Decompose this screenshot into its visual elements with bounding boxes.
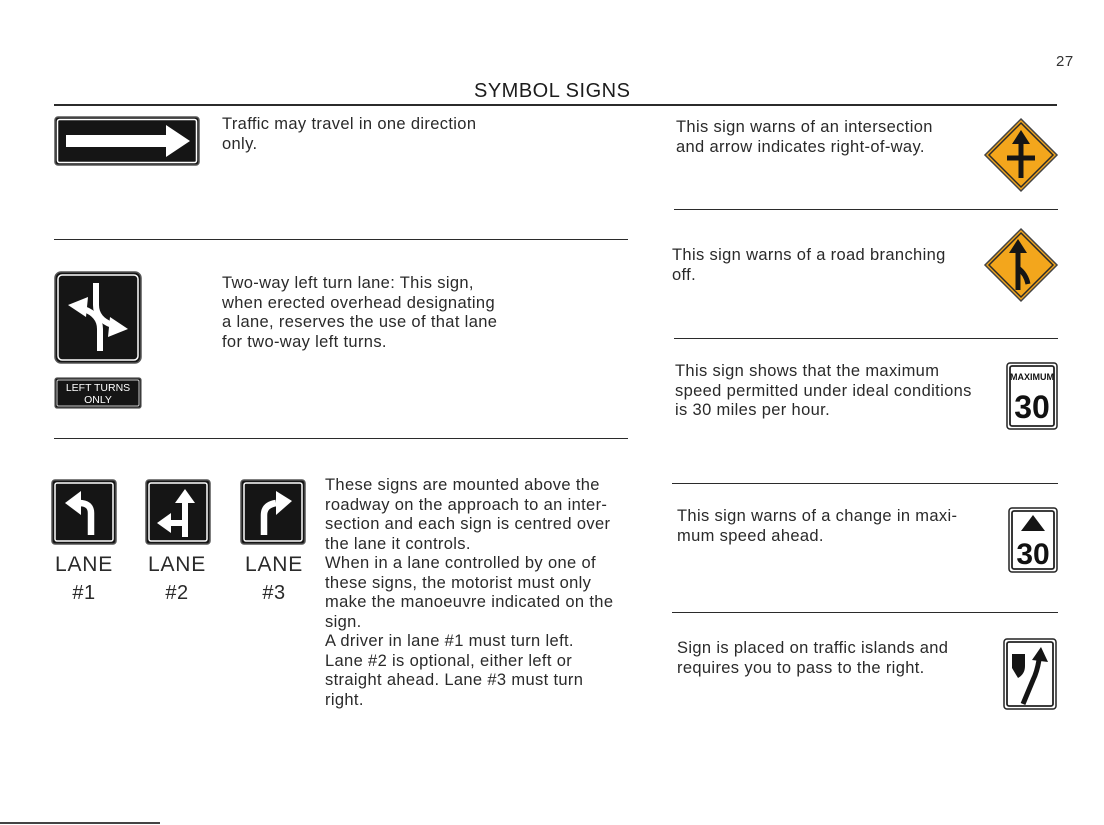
divider-right-3 [672, 483, 1058, 484]
page-edge-mark [0, 822, 160, 824]
left-turn-lane-sign-icon [51, 479, 117, 545]
left-or-straight-lane-sign-icon [145, 479, 211, 545]
divider-right-1 [674, 209, 1058, 210]
max-speed-sign-value: 30 [1014, 389, 1050, 425]
lane-3-label: LANE [244, 553, 304, 576]
speed-change-ahead-sign-icon [1008, 507, 1058, 573]
maximum-speed-sign-icon [1006, 362, 1058, 430]
left-turns-tab-line2: ONLY [84, 394, 112, 406]
keep-right-sign-icon [1003, 638, 1057, 710]
two-way-left-turn-sign-icon [54, 271, 142, 364]
one-way-arrow-sign-icon [54, 116, 200, 166]
one-way-text: Traffic may travel in one direction only. [222, 115, 477, 153]
left-turns-only-tab [54, 377, 142, 409]
max-speed-sign-label: MAXIMUM [1010, 372, 1054, 382]
keep-right-text: Sign is placed on traffic islands and requires you to pass to the right. [677, 639, 949, 677]
intersection-warning-sign-icon [984, 118, 1058, 192]
divider-left-2 [54, 438, 628, 439]
intersection-text: This sign warns of an intersection and arrow indicates right-of-way. [676, 118, 933, 156]
right-turn-lane-sign-icon [240, 479, 306, 545]
branching-text: This sign warns of a road branching off. [672, 246, 946, 284]
lane-3-number: #3 [262, 582, 286, 604]
page-number: 27 [1056, 53, 1074, 70]
speed-change-text: This sign warns of a change in maxi- mum speed ahead. [677, 507, 958, 545]
left-turns-tab-line1: LEFT TURNS [65, 382, 131, 394]
header-rule [54, 104, 1057, 106]
lane-1-number: #1 [72, 582, 96, 604]
two-way-left-text: Two-way left turn lane: This sign, when erected overhead designating a lane, reserves the use of that lane for two-way left turns. [222, 274, 498, 351]
lane-signs-text: These signs are mounted above the roadway on the approach to an inter- section and each sign is centred over the lane it controls. When in a lane controlled by one of these signs, the motorist must only make the manoeuvre indicated on the sign. A driver in lane #1 must turn left. Lane #2 is optional, either left or straight ahead. Lane #3 must turn right. [325, 476, 614, 709]
lane-1-label: LANE [54, 553, 114, 576]
max-speed-text: This sign shows that the maximum speed permitted under ideal conditions is 30 miles per hour. [675, 362, 972, 419]
divider-right-2 [674, 338, 1058, 339]
lane-2-label: LANE [147, 553, 207, 576]
lane-2-number: #2 [165, 582, 189, 604]
divider-left-1 [54, 239, 628, 240]
road-branching-warning-sign-icon [984, 228, 1058, 302]
page-title: SYMBOL SIGNS [474, 80, 631, 102]
speed-change-sign-value: 30 [1016, 538, 1050, 571]
divider-right-4 [672, 612, 1058, 613]
